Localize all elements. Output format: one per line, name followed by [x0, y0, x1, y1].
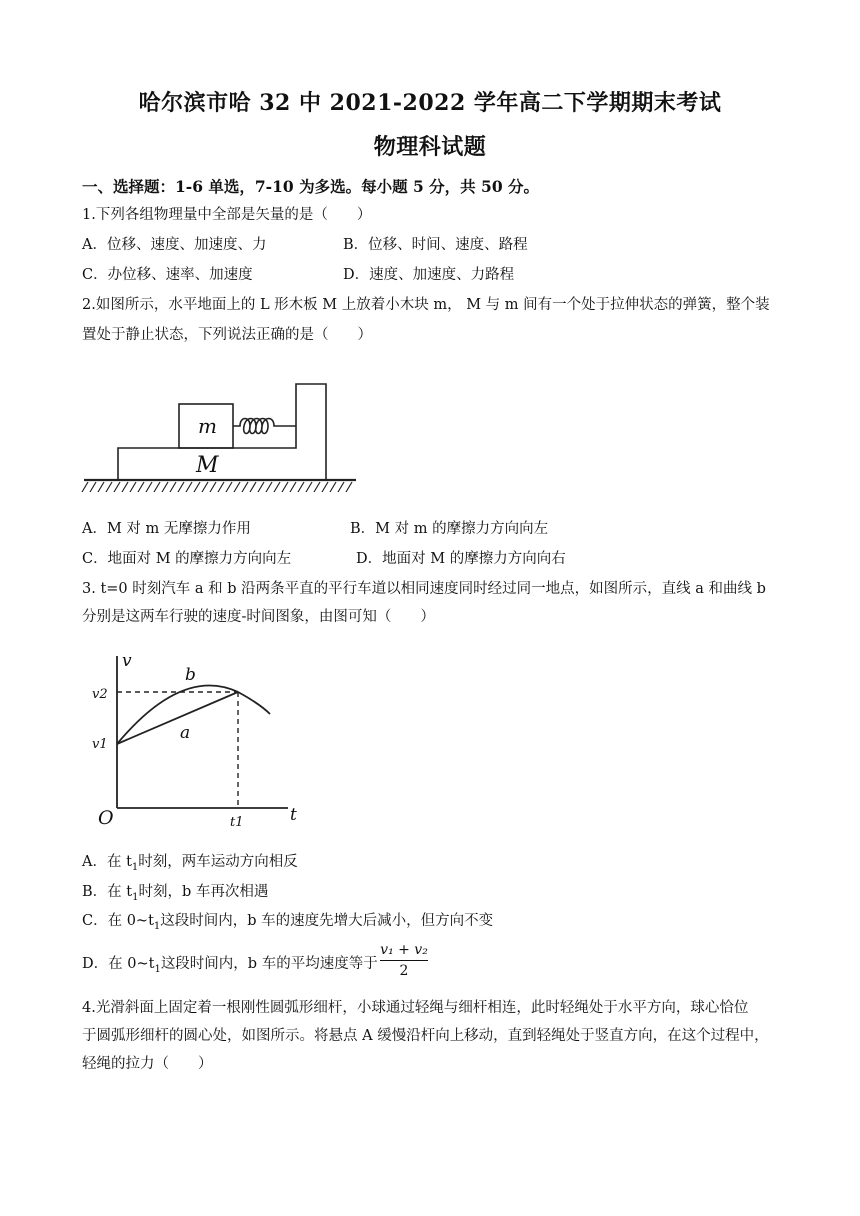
question-3-stem-line1: 3. t=0 时刻汽车 a 和 b 沿两条平直的平行车道以相同速度同时经过同一地点，如图所示，直线 a 和曲线 b — [82, 581, 766, 597]
block-spring-figure — [80, 368, 360, 500]
question-3-stem-line2: 分别是这两车行驶的速度-时间图象，由图可知（ ） — [82, 609, 435, 625]
q3-option-c: C．在 $0\sim t_1$这段时间内，b 车的速度先增大后减小，但方向不变 — [82, 913, 494, 932]
question-4-line3: 轻绳的拉力（ ） — [82, 1056, 213, 1072]
v2-label: v2 — [92, 687, 108, 702]
q1-option-a: A．位移、速度、加速度、力 — [82, 237, 267, 253]
q2-option-a: A．M 对 m 无摩擦力作用 — [82, 521, 251, 537]
v1-label: v1 — [92, 737, 108, 752]
question-4-line2: 于圆弧形细杆的圆心处，如图所示。将悬点 A 缓慢沿杆向上移动，直到轻绳处于竖直方向，在这个过程中， — [82, 1028, 769, 1044]
q1-option-d: D．速度、加速度、力路程 — [343, 267, 515, 283]
question-4-line1: 4.光滑斜面上固定着一根刚性圆弧形细杆，小球通过轻绳与细杆相连，此时轻绳处于水平方向，球心恰位 — [82, 1000, 749, 1016]
ground-hatching — [82, 482, 352, 492]
average-velocity-fraction — [380, 942, 428, 979]
q3-option-d: D．在 $0\sim t_1$这段时间内，b 车的平均速度等于 — [82, 956, 378, 975]
question-1-stem: 1.下列各组物理量中全部是矢量的是（ ） — [82, 207, 372, 223]
fraction-denominator: 2 — [399, 963, 409, 979]
page-title: 哈尔滨市哈 32 中 2021-2022 学年高二下学期期末考试 — [138, 90, 722, 116]
q2-option-d: D．地面对 M 的摩擦力方向向右 — [356, 551, 566, 567]
q2-option-c: C．地面对 M 的摩擦力方向向左 — [82, 551, 292, 567]
small-block-label: m — [198, 414, 217, 438]
q3-option-b: B．在 $t_1$时刻，b 车再次相遇 — [82, 884, 269, 903]
q2-option-b: B．M 对 m 的摩擦力方向向左 — [350, 521, 549, 537]
origin-label: O — [98, 807, 114, 829]
question-2-stem-line1: 2.如图所示，水平地面上的 L 形木板 M 上放着小木块 m， M 与 m 间有一个处于拉伸状态的弹簧，整个装 — [82, 297, 770, 313]
v-axis-label: v — [122, 651, 132, 671]
board-label: M — [196, 453, 219, 478]
velocity-time-graph — [90, 648, 330, 838]
l-board-outline — [118, 384, 326, 480]
curve-b — [117, 686, 270, 745]
section-heading: 一、选择题：1-6 单选，7-10 为多选。每小题 5 分，共 50 分。 — [82, 177, 540, 196]
question-2-stem-line2: 置处于静止状态，下列说法正确的是（ ） — [82, 327, 372, 343]
t1-label: t1 — [230, 815, 244, 830]
fraction-bar — [380, 960, 428, 961]
fraction-numerator: v₁ + v₂ — [380, 942, 428, 958]
curve-a-label: a — [180, 723, 191, 743]
q1-option-b: B．位移、时间、速度、路程 — [343, 237, 528, 253]
curve-b-label: b — [185, 665, 196, 685]
q1-option-c: C．办位移、速率、加速度 — [82, 267, 253, 283]
line-a — [117, 692, 238, 744]
spring — [233, 419, 296, 434]
t-axis-label: t — [290, 805, 297, 825]
page-subtitle: 物理科试题 — [373, 134, 487, 160]
q3-option-a: A．在 $t_1$时刻，两车运动方向相反 — [82, 854, 298, 873]
